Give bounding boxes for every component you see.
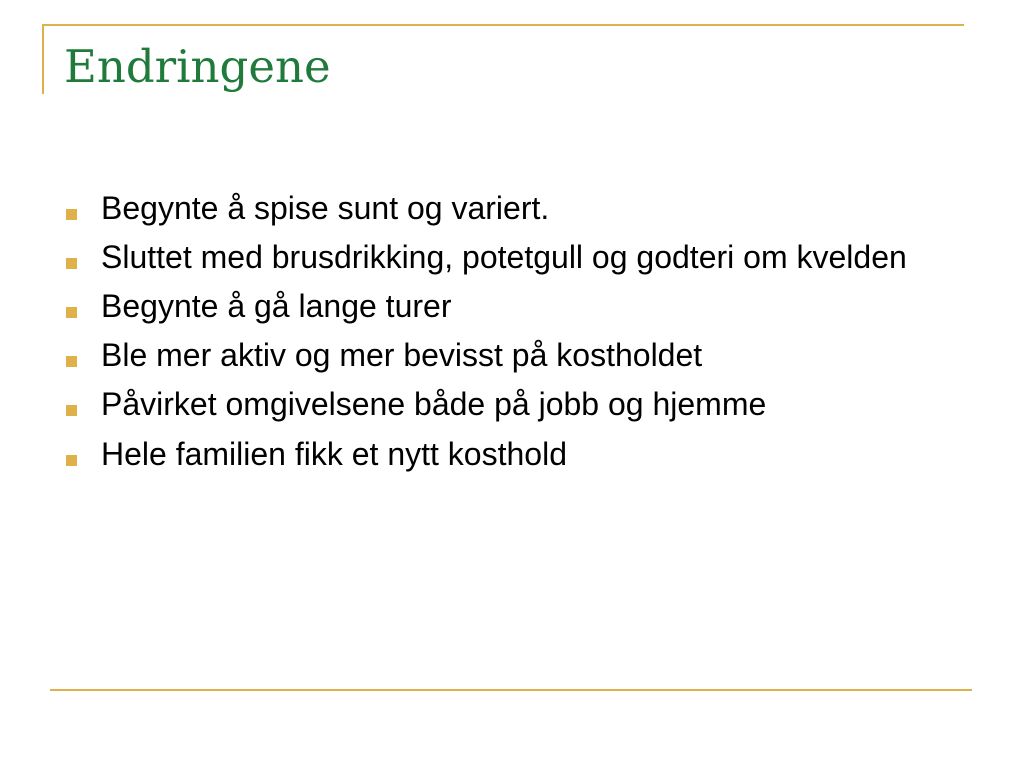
bullet-item	[66, 190, 956, 227]
square-bullet-icon	[66, 258, 77, 269]
bullet-text: Begynte å gå lange turer	[101, 288, 452, 325]
square-bullet-icon	[66, 356, 77, 367]
bullet-text: Hele familien fikk et nytt kosthold	[101, 435, 567, 472]
bullet-item	[66, 436, 956, 473]
top-frame-line	[42, 24, 964, 26]
square-bullet-icon	[66, 455, 77, 466]
left-frame-line	[42, 24, 44, 94]
bullet-text: Begynte å spise sunt og variert.	[101, 190, 550, 226]
slide-title: Endringene	[64, 40, 331, 93]
bullet-item	[66, 288, 956, 325]
bullet-list	[66, 190, 956, 485]
bottom-frame-line	[50, 689, 972, 691]
bullet-item	[66, 239, 956, 276]
bullet-item	[66, 386, 956, 423]
bullet-text: Påvirket omgivelsene både på jobb og hjemme	[101, 386, 767, 423]
bullet-text: Ble mer aktiv og mer bevisst på kostholdet	[101, 337, 703, 374]
bullet-item	[66, 337, 956, 374]
square-bullet-icon	[66, 307, 77, 318]
square-bullet-icon	[66, 209, 77, 220]
square-bullet-icon	[66, 405, 77, 416]
bullet-text: Sluttet med brusdrikking, potetgull og godteri om kvelden	[101, 239, 907, 276]
